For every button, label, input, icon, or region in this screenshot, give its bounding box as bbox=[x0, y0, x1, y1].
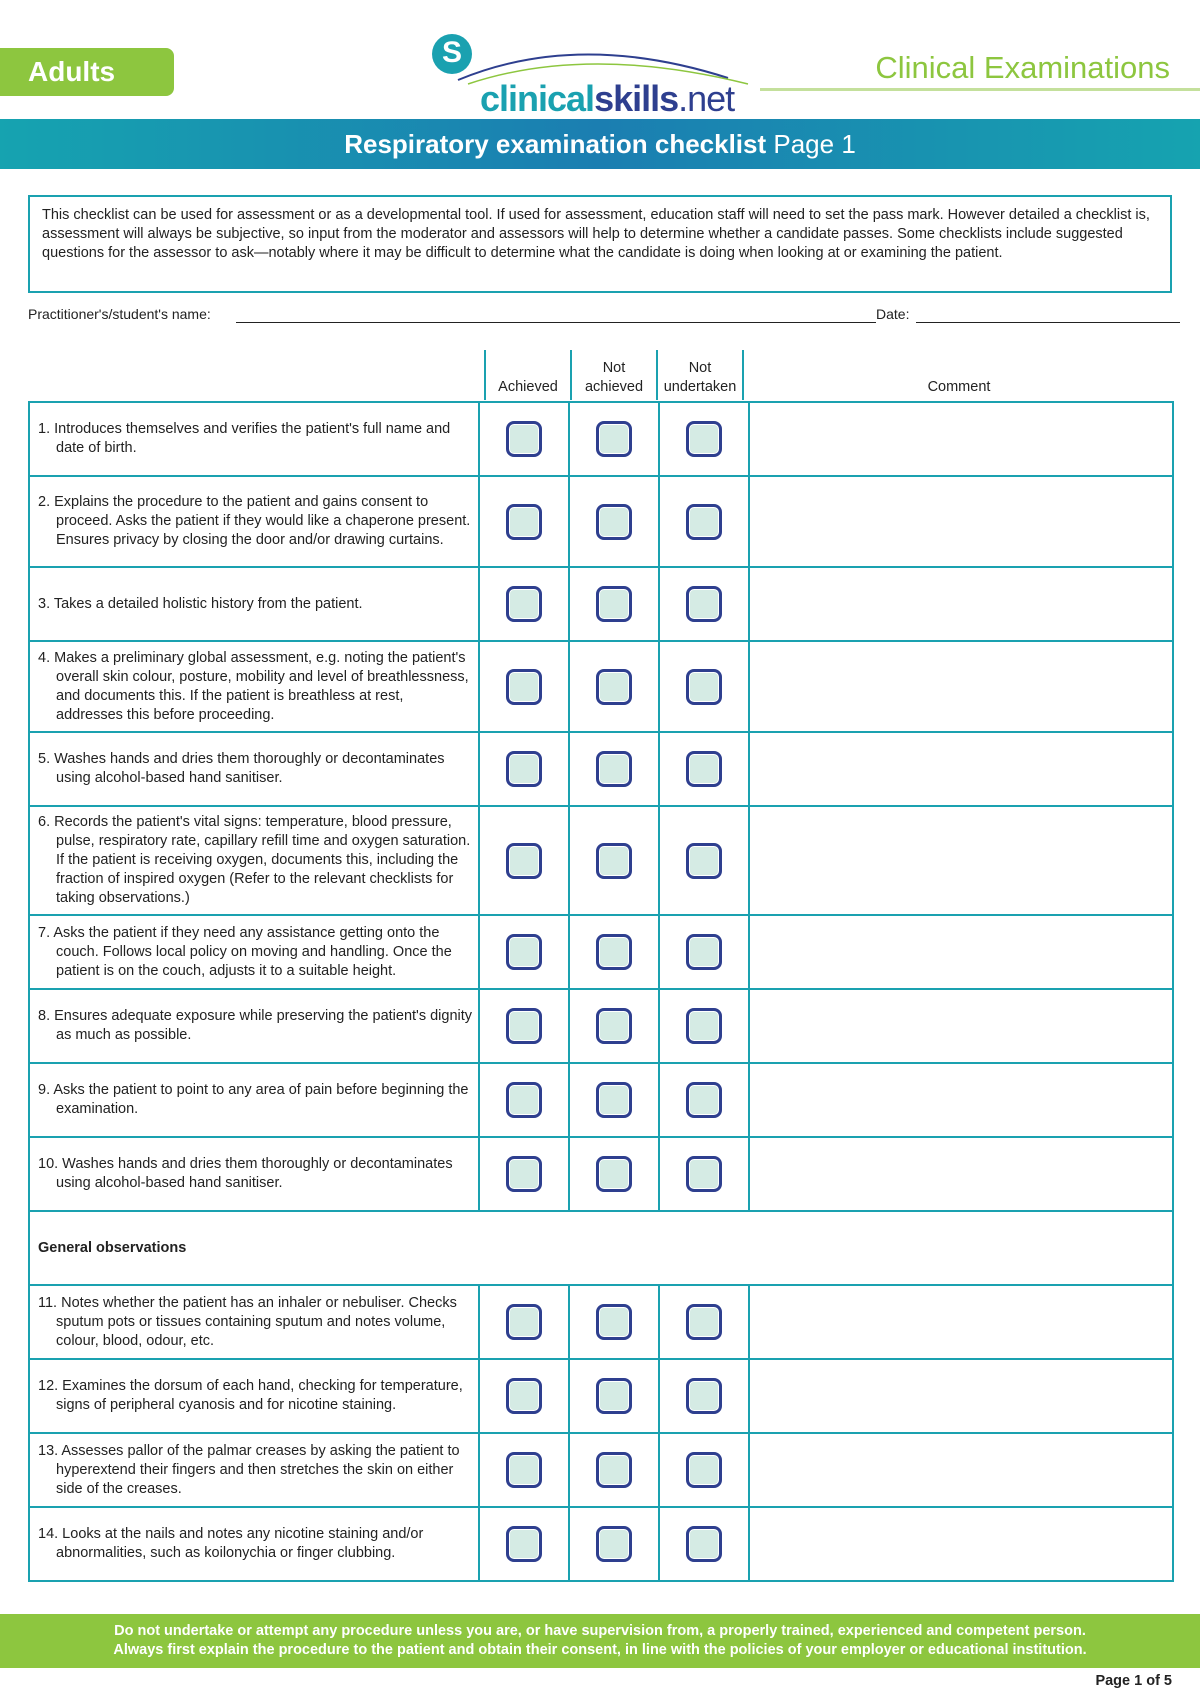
table-row bbox=[29, 1063, 1173, 1137]
checkbox-achieved[interactable] bbox=[506, 843, 542, 879]
checkbox-not-undertaken[interactable] bbox=[686, 1452, 722, 1488]
cell-achieved bbox=[479, 1063, 569, 1137]
cell-achieved bbox=[479, 1433, 569, 1507]
cell-not-achieved bbox=[569, 915, 659, 989]
comment-cell[interactable] bbox=[749, 1063, 1173, 1137]
checkbox-not-undertaken[interactable] bbox=[686, 1008, 722, 1044]
name-label: Practitioner's/student's name: bbox=[28, 306, 211, 322]
item-description-cell bbox=[29, 567, 479, 641]
cell-not-achieved bbox=[569, 402, 659, 476]
section-title: Clinical Examinations bbox=[875, 50, 1170, 85]
cell-not-undertaken bbox=[659, 806, 749, 915]
checkbox-achieved[interactable] bbox=[506, 751, 542, 787]
footer-line-2: Always first explain the procedure to the patient and obtain their consent, in line with the policies of your employer or educational institution. bbox=[113, 1642, 1087, 1658]
page-title-bar bbox=[0, 119, 1200, 169]
cell-not-undertaken bbox=[659, 1359, 749, 1433]
checkbox-not-achieved[interactable] bbox=[596, 1082, 632, 1118]
item-description-cell bbox=[29, 402, 479, 476]
logo-skills: skills bbox=[594, 78, 679, 119]
item-description-cell bbox=[29, 1359, 479, 1433]
checklist-table bbox=[28, 401, 1174, 1582]
checkbox-achieved[interactable] bbox=[506, 1378, 542, 1414]
cell-not-achieved bbox=[569, 476, 659, 567]
checkbox-achieved[interactable] bbox=[506, 421, 542, 457]
item-description-cell bbox=[29, 1285, 479, 1359]
item-description-cell bbox=[29, 915, 479, 989]
checkbox-not-undertaken[interactable] bbox=[686, 1526, 722, 1562]
comment-cell[interactable] bbox=[749, 402, 1173, 476]
cell-not-undertaken bbox=[659, 1285, 749, 1359]
cell-not-undertaken bbox=[659, 476, 749, 567]
checkbox-not-achieved[interactable] bbox=[596, 504, 632, 540]
checkbox-achieved[interactable] bbox=[506, 669, 542, 705]
cell-not-undertaken bbox=[659, 1433, 749, 1507]
checkbox-not-achieved[interactable] bbox=[596, 1304, 632, 1340]
item-description: 1. Introduces themselves and verifies the patient's full name and date of birth. bbox=[38, 421, 451, 456]
checkbox-not-achieved[interactable] bbox=[596, 1008, 632, 1044]
item-description: 14. Looks at the nails and notes any nicotine staining and/or abnormalities, such as koilonychia or finger clubbing. bbox=[38, 1526, 424, 1561]
cell-not-undertaken bbox=[659, 641, 749, 732]
logo-mark-icon: S bbox=[432, 34, 472, 74]
checkbox-not-undertaken[interactable] bbox=[686, 504, 722, 540]
cell-not-achieved bbox=[569, 732, 659, 806]
table-row bbox=[29, 1285, 1173, 1359]
comment-cell[interactable] bbox=[749, 1507, 1173, 1581]
item-description-cell bbox=[29, 1137, 479, 1211]
col-header-not-achieved-2: achieved bbox=[584, 379, 644, 395]
checkbox-achieved[interactable] bbox=[506, 1526, 542, 1562]
comment-cell[interactable] bbox=[749, 806, 1173, 915]
checkbox-achieved[interactable] bbox=[506, 1008, 542, 1044]
logo-net: .net bbox=[678, 78, 735, 119]
logo-clinical: clinical bbox=[480, 78, 595, 119]
checkbox-not-undertaken[interactable] bbox=[686, 669, 722, 705]
checkbox-not-undertaken[interactable] bbox=[686, 1082, 722, 1118]
item-description-cell bbox=[29, 732, 479, 806]
item-description-cell bbox=[29, 1433, 479, 1507]
col-header-not-undertaken-1: Not bbox=[688, 360, 712, 376]
col-header-achieved-label: Achieved bbox=[498, 379, 558, 395]
col-header-comment bbox=[742, 350, 1174, 400]
cell-not-achieved bbox=[569, 641, 659, 732]
table-row bbox=[29, 989, 1173, 1063]
checkbox-achieved[interactable] bbox=[506, 1082, 542, 1118]
item-description-cell bbox=[29, 989, 479, 1063]
cell-achieved bbox=[479, 915, 569, 989]
table-row bbox=[29, 1507, 1173, 1581]
cell-achieved bbox=[479, 1359, 569, 1433]
checkbox-not-achieved[interactable] bbox=[596, 1156, 632, 1192]
page-title-page: Page 1 bbox=[766, 129, 856, 159]
item-description: 12. Examines the dorsum of each hand, checking for temperature, signs of peripheral cyanosis and for nicotine staining. bbox=[38, 1378, 463, 1413]
comment-cell[interactable] bbox=[749, 915, 1173, 989]
table-row bbox=[29, 567, 1173, 641]
checkbox-not-undertaken[interactable] bbox=[686, 843, 722, 879]
page-title: Respiratory examination checklist bbox=[344, 129, 767, 159]
cell-not-undertaken bbox=[659, 989, 749, 1063]
cell-not-achieved bbox=[569, 567, 659, 641]
date-field[interactable] bbox=[916, 322, 1180, 323]
cell-achieved bbox=[479, 567, 569, 641]
item-description: 13. Assesses pallor of the palmar creases by asking the patient to hyperextend their fingers and then stretches the skin on either side of the creases. bbox=[38, 1442, 460, 1497]
checkbox-not-undertaken[interactable] bbox=[686, 421, 722, 457]
table-row bbox=[29, 806, 1173, 915]
cell-not-achieved bbox=[569, 1285, 659, 1359]
cell-achieved bbox=[479, 1507, 569, 1581]
col-header-not-undertaken bbox=[656, 350, 742, 400]
header-divider bbox=[760, 88, 1200, 91]
cell-not-achieved bbox=[569, 1507, 659, 1581]
table-row bbox=[29, 915, 1173, 989]
comment-cell[interactable] bbox=[749, 732, 1173, 806]
checkbox-not-achieved[interactable] bbox=[596, 1378, 632, 1414]
logo-wordmark bbox=[480, 78, 734, 120]
cell-achieved bbox=[479, 402, 569, 476]
table-row bbox=[29, 641, 1173, 732]
table-row bbox=[29, 476, 1173, 567]
date-label: Date: bbox=[876, 306, 910, 322]
checkbox-not-achieved[interactable] bbox=[596, 1526, 632, 1562]
item-description: 5. Washes hands and dries them thoroughly or decontaminates using alcohol-based hand sanitiser. bbox=[38, 751, 445, 786]
checkbox-achieved[interactable] bbox=[506, 1304, 542, 1340]
table-row bbox=[29, 402, 1173, 476]
audience-tab: Adults bbox=[0, 48, 174, 96]
checkbox-achieved[interactable] bbox=[506, 504, 542, 540]
cell-not-undertaken bbox=[659, 1137, 749, 1211]
comment-cell[interactable] bbox=[749, 989, 1173, 1063]
item-description: 9. Asks the patient to point to any area of pain before beginning the examination. bbox=[38, 1082, 469, 1117]
cell-not-undertaken bbox=[659, 915, 749, 989]
item-description-cell bbox=[29, 806, 479, 915]
checkbox-not-undertaken[interactable] bbox=[686, 1156, 722, 1192]
cell-not-undertaken bbox=[659, 732, 749, 806]
cell-not-undertaken bbox=[659, 1063, 749, 1137]
cell-achieved bbox=[479, 989, 569, 1063]
comment-cell[interactable] bbox=[749, 1285, 1173, 1359]
item-description: 10. Washes hands and dries them thoroughly or decontaminates using alcohol-based hand sanitiser. bbox=[38, 1156, 453, 1191]
col-header-achieved bbox=[484, 350, 570, 400]
checkbox-not-undertaken[interactable] bbox=[686, 1378, 722, 1414]
checkbox-not-undertaken[interactable] bbox=[686, 934, 722, 970]
table-row bbox=[29, 1359, 1173, 1433]
item-description: 3. Takes a detailed holistic history from the patient. bbox=[38, 595, 363, 612]
checkbox-not-achieved[interactable] bbox=[596, 843, 632, 879]
checkbox-not-achieved[interactable] bbox=[596, 421, 632, 457]
intro-box: This checklist can be used for assessment or as a developmental tool. If used for assessment, education staff will need to set the pass mark. However detailed a checklist is, assessment will always be subjective, so input from the moderator and assessors will help to determine whether a candidate passes. Some checklists include suggested questions for the assessor to ask—notably where it may be difficult to determine what the candidate is doing when looking at or examining the patient. bbox=[28, 195, 1172, 293]
col-header-comment-label: Comment bbox=[927, 379, 991, 395]
comment-cell[interactable] bbox=[749, 641, 1173, 732]
checkbox-achieved[interactable] bbox=[506, 934, 542, 970]
table-row bbox=[29, 732, 1173, 806]
name-field[interactable] bbox=[236, 322, 876, 323]
item-description-cell bbox=[29, 476, 479, 567]
cell-not-undertaken bbox=[659, 402, 749, 476]
section-row bbox=[29, 1211, 1173, 1285]
cell-achieved bbox=[479, 1285, 569, 1359]
cell-achieved bbox=[479, 806, 569, 915]
footer-line-1: Do not undertake or attempt any procedure unless you are, or have supervision from, a properly trained, experienced and competent person. bbox=[114, 1623, 1086, 1639]
cell-not-achieved bbox=[569, 1359, 659, 1433]
col-header-not-achieved-1: Not bbox=[602, 360, 626, 376]
cell-not-achieved bbox=[569, 989, 659, 1063]
cell-not-achieved bbox=[569, 1137, 659, 1211]
page-number: Page 1 of 5 bbox=[1095, 1673, 1172, 1689]
col-header-not-undertaken-2: undertaken bbox=[663, 379, 737, 395]
comment-cell[interactable] bbox=[749, 1137, 1173, 1211]
cell-achieved bbox=[479, 732, 569, 806]
table-row bbox=[29, 1433, 1173, 1507]
checkbox-not-undertaken[interactable] bbox=[686, 751, 722, 787]
checkbox-not-undertaken[interactable] bbox=[686, 586, 722, 622]
checkbox-achieved[interactable] bbox=[506, 1156, 542, 1192]
clinicalskills-logo bbox=[428, 30, 758, 120]
cell-not-undertaken bbox=[659, 567, 749, 641]
comment-cell[interactable] bbox=[749, 476, 1173, 567]
footer-disclaimer bbox=[0, 1614, 1200, 1668]
checkbox-not-achieved[interactable] bbox=[596, 586, 632, 622]
table-row bbox=[29, 1137, 1173, 1211]
item-description: 11. Notes whether the patient has an inhaler or nebuliser. Checks sputum pots or tissues containing sputum and notes volume, colour, blood, odour, etc. bbox=[38, 1294, 457, 1349]
cell-not-undertaken bbox=[659, 1507, 749, 1581]
cell-achieved bbox=[479, 641, 569, 732]
checkbox-achieved[interactable] bbox=[506, 586, 542, 622]
cell-achieved bbox=[479, 476, 569, 567]
section-heading: General observations bbox=[29, 1211, 1173, 1285]
col-header-not-achieved bbox=[570, 350, 656, 400]
cell-not-achieved bbox=[569, 806, 659, 915]
cell-not-achieved bbox=[569, 1433, 659, 1507]
checkbox-not-achieved[interactable] bbox=[596, 1452, 632, 1488]
item-description: 4. Makes a preliminary global assessment, e.g. noting the patient's overall skin colour, posture, mobility and level of breathlessness, and documents this. If the patient is breathless at rest, addresses this before proceeding. bbox=[38, 649, 469, 723]
cell-achieved bbox=[479, 1137, 569, 1211]
item-description-cell bbox=[29, 1507, 479, 1581]
comment-cell[interactable] bbox=[749, 1433, 1173, 1507]
item-description: 8. Ensures adequate exposure while preserving the patient's dignity as much as possible. bbox=[38, 1008, 473, 1043]
checkbox-not-undertaken[interactable] bbox=[686, 1304, 722, 1340]
item-description: 7. Asks the patient if they need any assistance getting onto the couch. Follows local policy on moving and handling. Once the patient is on the couch, adjusts it to a suitable height. bbox=[38, 924, 452, 979]
item-description-cell bbox=[29, 641, 479, 732]
item-description: 2. Explains the procedure to the patient and gains consent to proceed. Asks the patient if they would like a chaperone present. Ensures privacy by closing the door and/or drawing curtains. bbox=[38, 494, 471, 548]
checkbox-not-achieved[interactable] bbox=[596, 669, 632, 705]
comment-cell[interactable] bbox=[749, 567, 1173, 641]
cell-not-achieved bbox=[569, 1063, 659, 1137]
checkbox-achieved[interactable] bbox=[506, 1452, 542, 1488]
comment-cell[interactable] bbox=[749, 1359, 1173, 1433]
checkbox-not-achieved[interactable] bbox=[596, 934, 632, 970]
checkbox-not-achieved[interactable] bbox=[596, 751, 632, 787]
item-description: 6. Records the patient's vital signs: temperature, blood pressure, pulse, respiratory rate, capillary refill time and oxygen saturation. If the patient is receiving oxygen, documents this, including the fraction of inspired oxygen (Refer to the relevant checklists for taking observations.) bbox=[38, 814, 471, 906]
item-description-cell bbox=[29, 1063, 479, 1137]
